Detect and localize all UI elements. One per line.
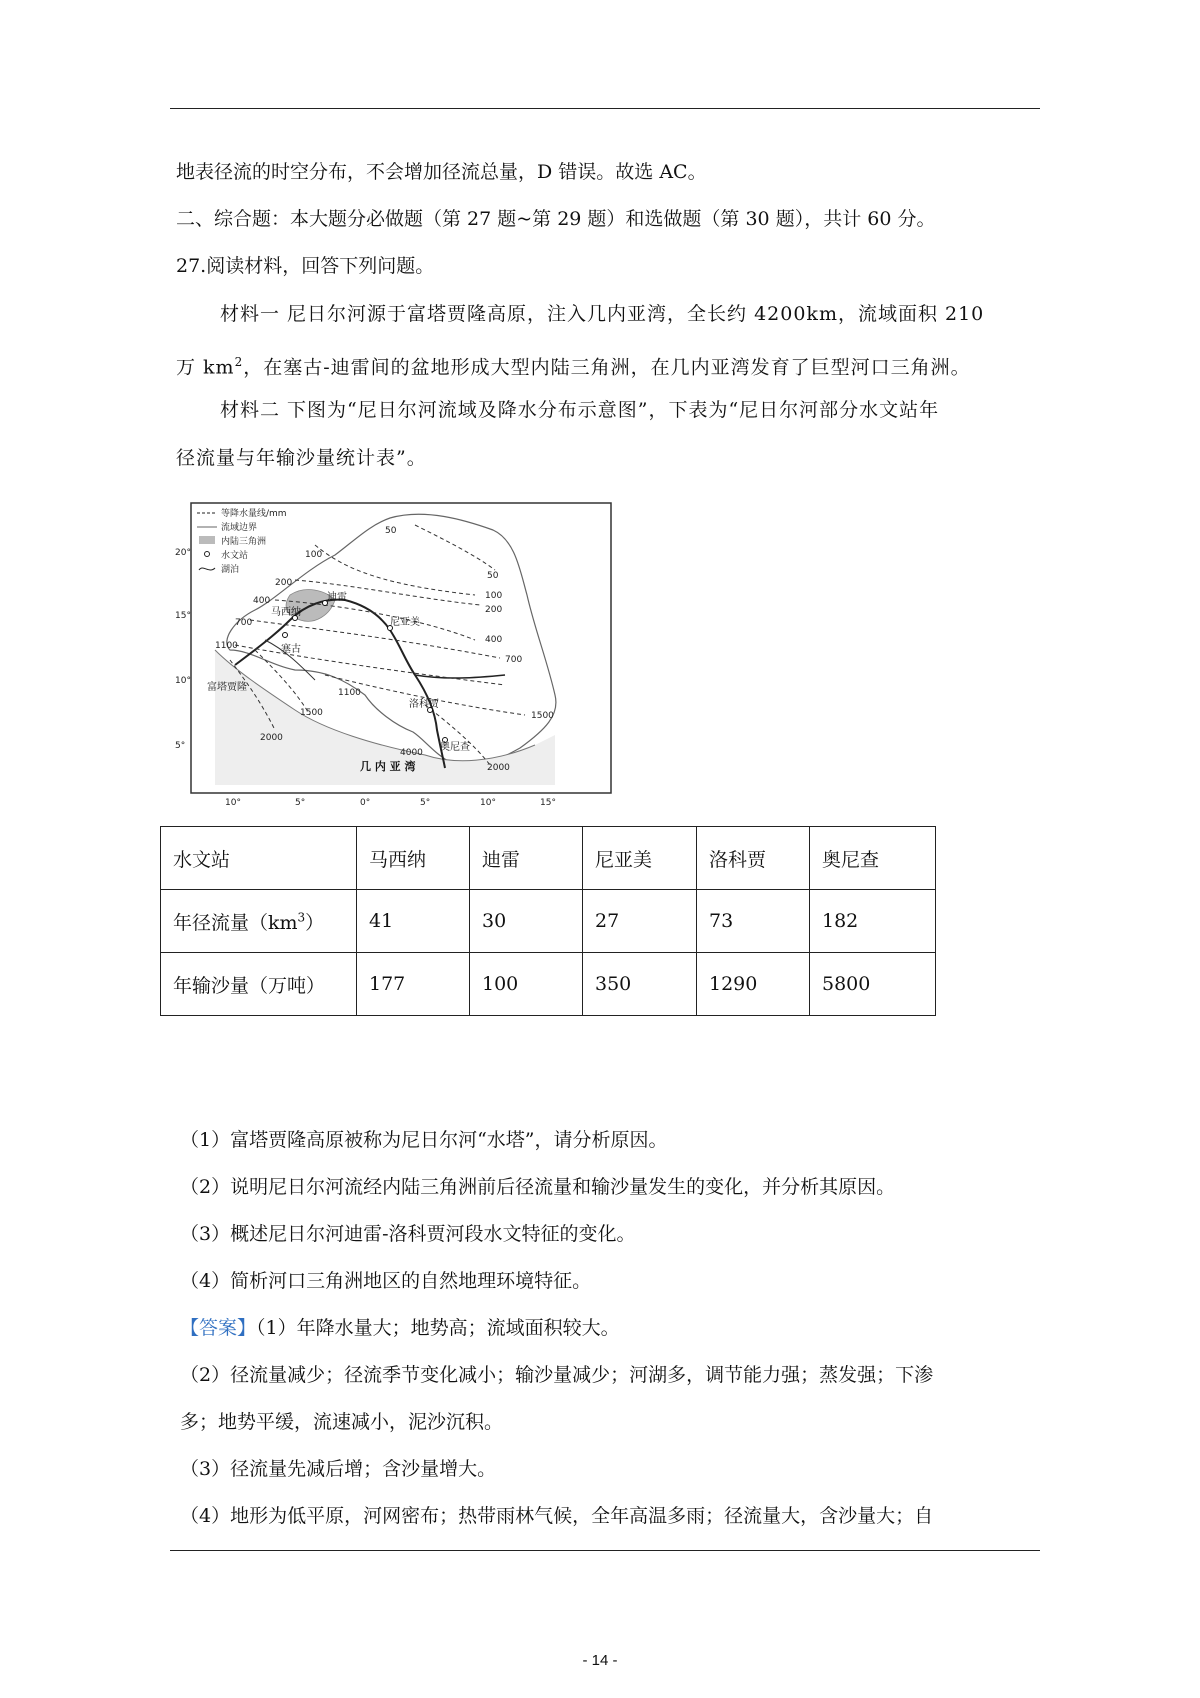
table-cell: 27 — [583, 890, 697, 953]
lat-label: 20° — [175, 548, 191, 558]
isohyet-value: 700 — [235, 618, 253, 628]
table-cell: 1290 — [697, 953, 810, 1016]
isohyet-value: 400 — [253, 596, 271, 606]
lon-label: 5° — [295, 798, 306, 808]
table-cell: 水文站 — [161, 827, 357, 890]
station-label: 迪雷 — [327, 592, 347, 603]
lon-label: 10° — [225, 798, 241, 808]
header-rule — [170, 108, 1040, 109]
station-label: 马西纳 — [271, 607, 301, 618]
legend-lake: 湖泊 — [221, 565, 240, 575]
question-title: 27.阅读材料，回答下列问题。 — [176, 255, 435, 277]
isohyet-value: 1500 — [531, 711, 554, 721]
footer-rule — [170, 1550, 1040, 1551]
isohyet-value: 2000 — [487, 763, 510, 773]
table-cell: 177 — [357, 953, 470, 1016]
table-cell: 奥尼查 — [810, 827, 936, 890]
answer-tag: 【答案】 — [180, 1317, 257, 1339]
lat-label: 15° — [175, 611, 191, 621]
table-row — [161, 953, 936, 1016]
sea-label: 几 内 亚 湾 — [360, 760, 416, 773]
table-cell: 尼亚美 — [583, 827, 697, 890]
lon-label: 0° — [360, 798, 371, 808]
table-cell: 5800 — [810, 953, 936, 1016]
legend-boundary: 流域边界 — [221, 523, 258, 533]
lon-label: 5° — [420, 798, 431, 808]
isohyet-value: 50 — [487, 571, 499, 581]
station-label: 奥尼查 — [440, 742, 470, 753]
table-cell: 73 — [697, 890, 810, 953]
isohyet-value: 1100 — [338, 688, 361, 698]
table-cell: 30 — [470, 890, 583, 953]
section-heading: 二、综合题：本大题分必做题（第 27 题~第 29 题）和选做题（第 30 题），共计 60 分。 — [176, 208, 936, 230]
answer-4: （4）地形为低平原，河网密布；热带雨林气候，全年高温多雨；径流量大，含沙量大；自 — [180, 1505, 934, 1527]
material-two-line1: 材料二 下图为“尼日尔河流域及降水分布示意图”，下表为“尼日尔河部分水文站年 — [220, 399, 940, 421]
isohyet-value: 200 — [485, 605, 503, 615]
table-cell: 年径流量$(km^3)$ — [161, 890, 357, 953]
table-cell: 182 — [810, 890, 936, 953]
station-label: 尼亚美 — [390, 617, 420, 628]
legend-isohyet: 等降水量线/mm — [221, 509, 287, 519]
isohyet-value: 100 — [305, 550, 323, 560]
table-cell: 迪雷 — [470, 827, 583, 890]
niger-basin-map — [175, 500, 627, 810]
table-row — [161, 890, 936, 953]
lat-label: 5° — [175, 741, 186, 751]
isohyet-value: 4000 — [400, 748, 423, 758]
table-cell: 洛科贾 — [697, 827, 810, 890]
isohyet-value: 100 — [485, 591, 503, 601]
legend-station: 水文站 — [221, 551, 249, 561]
isohyet-value: 700 — [505, 655, 523, 665]
table-cell: 年输沙量（万吨） — [161, 953, 357, 1016]
table-header-row — [161, 827, 936, 890]
isohyet-value: 1500 — [300, 708, 323, 718]
legend-inner-delta: 内陆三角洲 — [221, 537, 267, 547]
isohyet-value: 1100 — [215, 641, 238, 651]
question-3: （3）概述尼日尔河迪雷-洛科贾河段水文特征的变化。 — [180, 1223, 636, 1245]
isohyet-value: 200 — [275, 578, 293, 588]
text-line: 地表径流的时空分布，不会增加径流总量，D 错误。故选 AC。 — [176, 161, 707, 183]
table-cell: 41 — [357, 890, 470, 953]
table-cell: 350 — [583, 953, 697, 1016]
hydro-table — [160, 826, 936, 1016]
table-cell: 马西纳 — [357, 827, 470, 890]
table-cell: 100 — [470, 953, 583, 1016]
answer-1: 【答案】（1）年降水量大；地势高；流域面积较大。 — [180, 1317, 620, 1339]
material-one-line2: 万 $km^2$，在塞古-迪雷间的盆地形成大型内陆三角洲，在几内亚湾发育了巨型河口三角洲。 — [176, 355, 971, 379]
isohyet-value: 2000 — [260, 733, 283, 743]
station-label: 富塔贾隆 — [207, 682, 247, 693]
material-two-line2: 径流量与年输沙量统计表”。 — [176, 447, 427, 469]
question-4: （4）简析河口三角洲地区的自然地理环境特征。 — [180, 1270, 592, 1292]
question-1: （1）富塔贾隆高原被称为尼日尔河“水塔”，请分析原因。 — [180, 1129, 668, 1151]
station-label: 洛科贾 — [409, 699, 439, 710]
station-label: 塞古 — [281, 644, 301, 655]
answer-2-line1: （2）径流量减少；径流季节变化减小；输沙量减少；河湖多，调节能力强；蒸发强；下渗 — [180, 1364, 934, 1386]
answer-2-line2: 多；地势平缓，流速减小，泥沙沉积。 — [180, 1411, 504, 1433]
lon-label: 15° — [540, 798, 556, 808]
lon-label: 10° — [480, 798, 496, 808]
answer-3: （3）径流量先减后增；含沙量增大。 — [180, 1458, 497, 1480]
material-one-line1: 材料一 尼日尔河源于富塔贾隆高原，注入几内亚湾，全长约 4200km，流域面积 210 — [220, 303, 985, 325]
question-2: （2）说明尼日尔河流经内陆三角洲前后径流量和输沙量发生的变化，并分析其原因。 — [180, 1176, 896, 1198]
lat-label: 10° — [175, 676, 191, 686]
isohyet-value: 400 — [485, 635, 503, 645]
isohyet-value: 50 — [385, 526, 397, 536]
page-number: - 14 - — [582, 1652, 618, 1669]
